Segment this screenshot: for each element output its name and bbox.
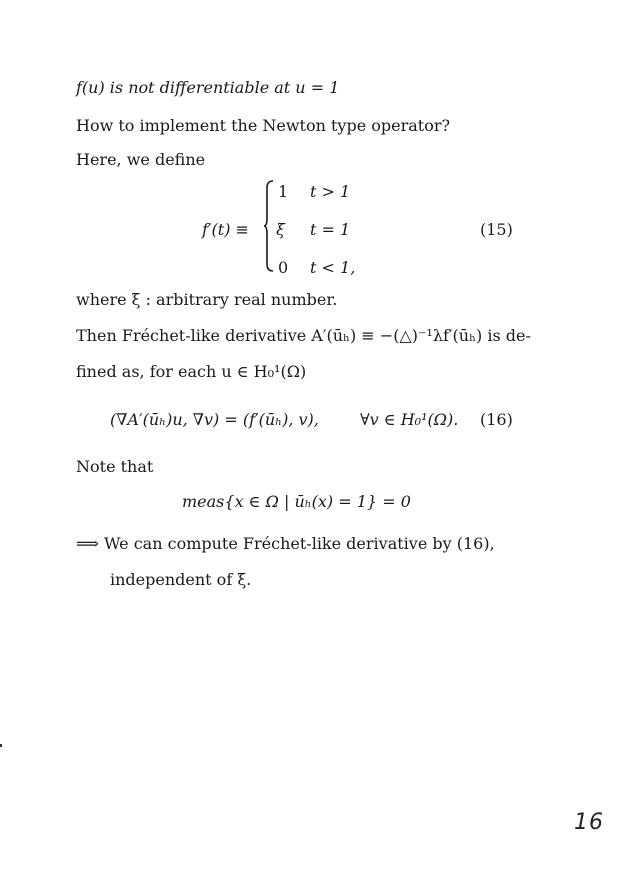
case-condition-2: t = 1 [310, 220, 351, 239]
eq15-lhs: f′(t) ≡ [202, 220, 249, 239]
line-f-not-differentiable: f(u) is not differentiable at u = 1 [76, 78, 340, 97]
equation-number-15: (15) [480, 220, 513, 239]
line-newton-question: How to implement the Newton type operator? [76, 116, 451, 135]
case-row-3 [278, 258, 288, 277]
case-row-1 [278, 182, 288, 201]
case-condition-1: t > 1 [310, 182, 351, 201]
meas-equation: meas{x ∈ Ω | ūₕ(x) = 1} = 0 [182, 492, 411, 511]
line-independent: independent of ξ. [110, 570, 252, 589]
case-row-2 [276, 220, 285, 239]
case-condition-3: t < 1, [310, 258, 356, 277]
eq16-lhs: (∇A′(ūₕ)u, ∇v) = (f′(ūₕ), v), [110, 410, 319, 429]
line-here-we-define: Here, we define [76, 150, 206, 169]
margin-mark [0, 744, 2, 747]
line-frechet-derivative: Then Fréchet-like derivative A′(ūₕ) ≡ −(△)⁻¹λf′(ūₕ) is de- [76, 326, 531, 345]
line-where-xi: where ξ : arbitrary real number. [76, 290, 338, 309]
line-conclusion: ⟹ We can compute Fréchet-like derivative by (16), [76, 534, 495, 553]
case-value: 1 [278, 182, 289, 201]
case-value: ξ [276, 220, 285, 239]
left-brace [264, 180, 274, 272]
line-defined-as: fined as, for each u ∈ H₀¹(Ω) [76, 362, 307, 381]
page-number: 16 [574, 810, 604, 835]
line-note-that: Note that [76, 457, 154, 476]
case-value: 0 [278, 258, 289, 277]
eq16-quantifier: ∀v ∈ H₀¹(Ω). [360, 410, 459, 429]
equation-number-16: (16) [480, 410, 513, 429]
